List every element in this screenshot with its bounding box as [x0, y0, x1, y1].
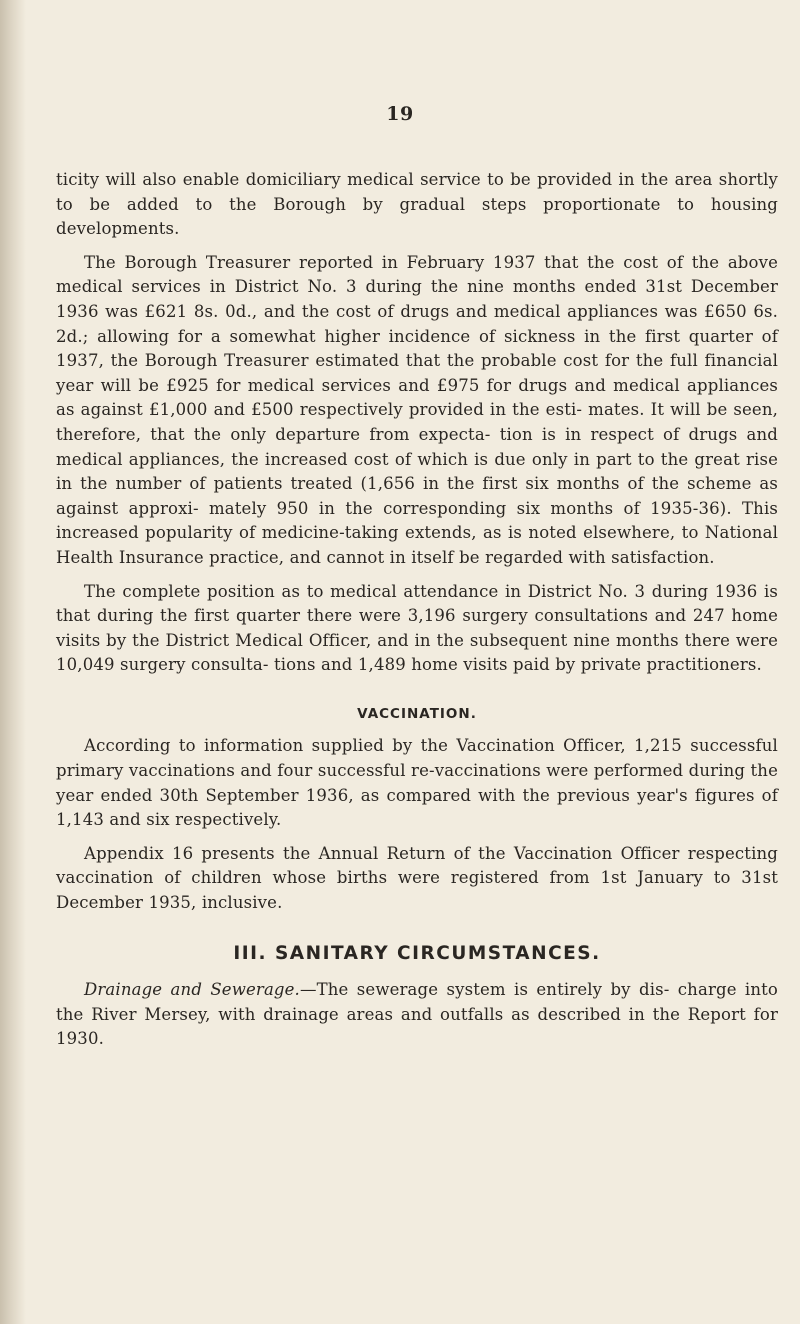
- section-heading-vaccination: VACCINATION.: [357, 705, 477, 722]
- section-heading-sanitary: III. SANITARY CIRCUMSTANCES.: [233, 942, 601, 964]
- paragraph-continuation: ticity will also enable domiciliary medical service to be provided in the area shortly to be added to the Borough by gradual steps proportionate to housing developments.: [56, 170, 778, 239]
- paragraph-medical-attendance: The complete position as to medical attendance in District No. 3 during 1936 is that during the first quarter there were 3,196 surgery consultations and 247 home visits by the District Medical Officer, and in the subsequent nine months there were 10,049 surgery consulta- tions and 1,489 home visits paid by private practitioners.: [56, 581, 778, 675]
- paragraph-vaccination-info: According to information supplied by the Vaccination Officer, 1,215 successful primary vaccinations and four successful re-vaccinations were performed during the year ended 30th September 1936, as compared with the previous year's figures of 1,143 and six respectively.: [56, 736, 778, 830]
- paragraph-treasurer-report: The Borough Treasurer reported in February 1937 that the cost of the above medical services in District No. 3 during the nine months ended 31st December 1936 was £621 8s. 0d., and the cost of drugs and medical appliances was £650 6s. 2d.; allowing for a somewhat higher incidence of sickness in the first quarter of 1937, the Borough Treasurer estimated that the probable cost for the full financial year will be £925 for medical services and £975 for drugs and medical appliances as against £1,000 and £500 respectively provided in the esti- mates. It will be seen, therefore, that the only departure from expecta- tion is in respect of drugs and medical appliances, the increased cost of which is due only in part to the great rise in the number of patients treated (1,656 in the first six months of the scheme as against approxi- mately 950 in the corresponding six months of 1935-36). This increased popularity of medicine-taking extends, as is noted elsewhere, to National Health Insurance practice, and cannot in itself be regarded with satisfaction.: [56, 252, 778, 567]
- drainage-text: —The sewerage system is entirely by dis- charge into the River Mersey, with drainage areas and outfalls as described in the Report for 1930.: [56, 980, 779, 1049]
- paragraph-vaccination-appendix: Appendix 16 presents the Annual Return of the Vaccination Officer respecting vaccination of children whose births were registered from 1st January to 31st December 1935, inclusive.: [56, 843, 778, 913]
- body-text: [56, 168, 778, 1061]
- paragraph-drainage: [56, 978, 778, 1052]
- drainage-lead: Drainage and Sewerage.: [84, 980, 300, 1000]
- page-edge-shadow: [0, 0, 26, 1324]
- page-number: 19: [386, 103, 414, 125]
